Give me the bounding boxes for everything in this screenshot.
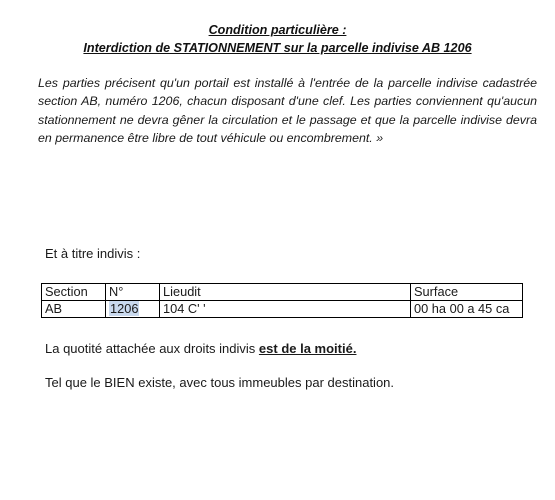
quotite-emphasis: est de la moitié. (258, 341, 357, 356)
indivis-intro: Et à titre indivis : (45, 246, 141, 261)
clause-paragraph: Les parties précisent qu'un portail est installé à l'entrée de la parcelle indivise cadastrée section AB, numéro 1206, chacun disposant d'une clef. Les parties conviennent qu'aucun stationnement ne devra gêner la circulation et le passage et que la parcelle indivise devra en permanence être libre de tout véhicule ou encombrement. » (38, 76, 537, 146)
cell-section: AB (42, 301, 106, 318)
cell-surface: 00 ha 00 a 45 ca (411, 301, 523, 318)
closing-line: Tel que le BIEN existe, avec tous immeubles par destination. (45, 375, 395, 390)
header-numero: N° (106, 284, 160, 301)
header-lieudit: Lieudit (160, 284, 411, 301)
condition-title: Condition particulière : (208, 23, 347, 37)
quotite-prefix: La quotité attachée aux droits indivis (45, 341, 259, 356)
parcel-table (41, 283, 523, 318)
quotite-line (45, 341, 356, 357)
condition-subtitle: Interdiction de STATIONNEMENT sur la parcelle indivise AB 1206 (83, 41, 472, 55)
table-header-row (42, 284, 523, 301)
cell-lieudit: 104 C' ' (160, 301, 411, 318)
cell-numero (106, 301, 160, 318)
header-section: Section (42, 284, 106, 301)
table-row (42, 301, 523, 318)
selected-text-highlight[interactable]: 1206 (110, 301, 139, 316)
header-surface: Surface (411, 284, 523, 301)
